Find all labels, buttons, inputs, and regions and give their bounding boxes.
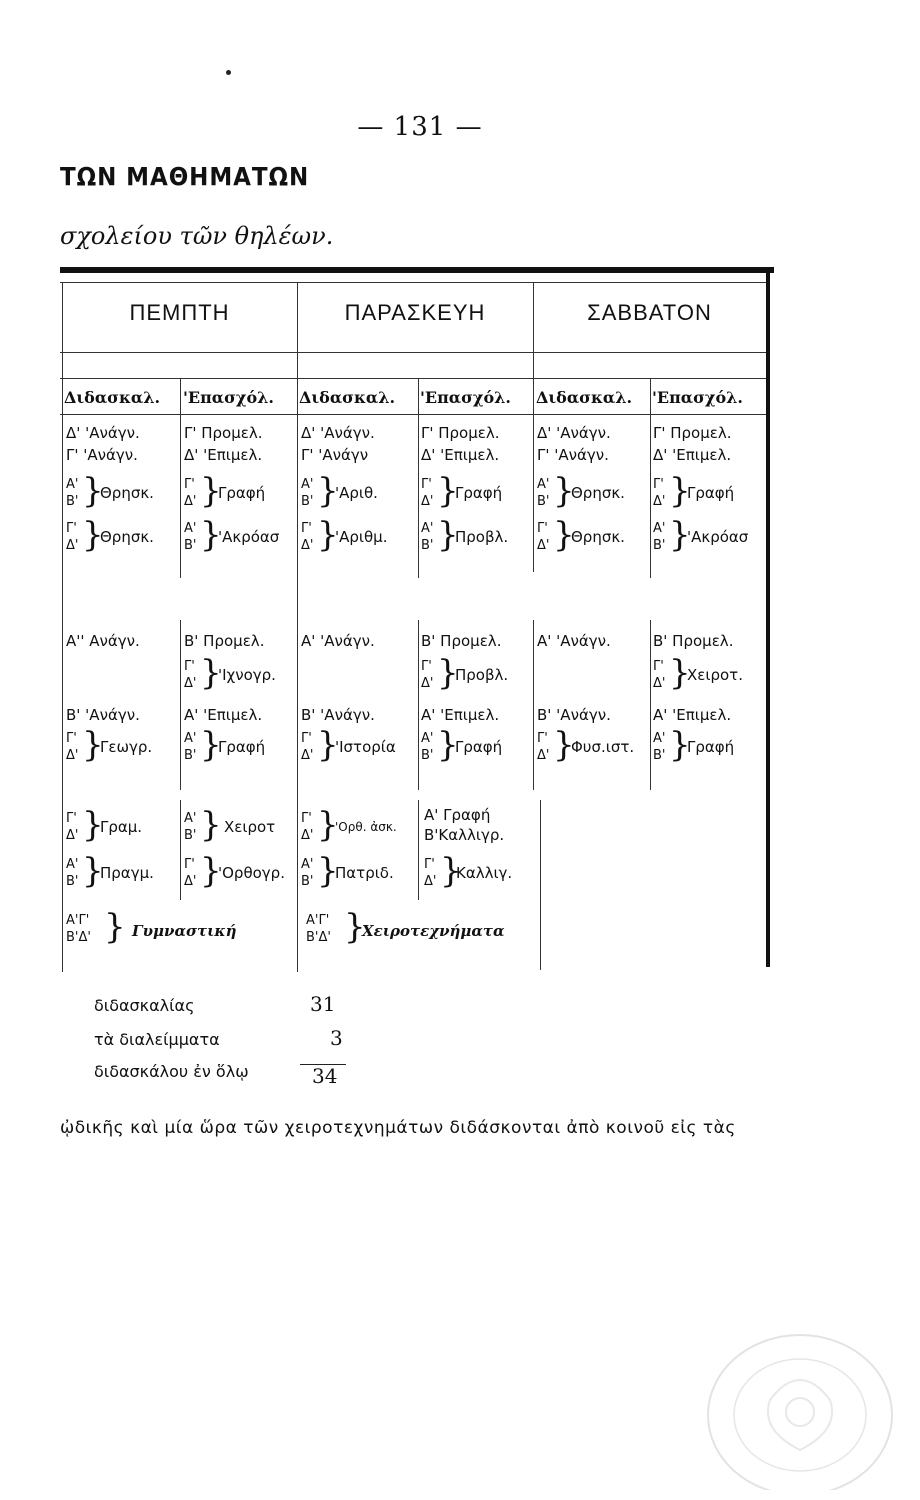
lesson-cell: Β' 'Ανάγν.	[301, 706, 375, 724]
lesson-cell: Β'Καλλιγρ.	[424, 826, 505, 844]
lesson-cell: 'Ιχνογρ.	[218, 666, 276, 684]
lesson-cell: Φυσ.ιστ.	[571, 738, 635, 756]
column-rule	[62, 282, 63, 972]
brace: }	[437, 725, 459, 765]
lesson-cell: Α' 'Επιμελ.	[184, 706, 263, 724]
lesson-cell: Γ' Προμελ.	[421, 424, 500, 442]
column-rule	[418, 620, 419, 790]
lesson-cell: Πατριδ.	[335, 864, 394, 882]
lesson-cell: Προβλ.	[455, 528, 509, 546]
day-saturday: ΣΑΒΒΑΤΟΝ	[587, 300, 712, 325]
lesson-cell: Α'' Ανάγν.	[66, 632, 140, 650]
brace: }	[669, 471, 691, 511]
grade-marker: Α' Β'	[184, 731, 197, 763]
brace: }	[553, 725, 575, 765]
grade-marker: Γ' Δ'	[184, 659, 197, 691]
lesson-cell: Δ' 'Επιμελ.	[184, 446, 263, 464]
lesson-cell: Β' 'Ανάγν.	[66, 706, 140, 724]
brace: }	[200, 653, 222, 693]
table-rule	[60, 414, 766, 415]
grade-marker: Α' Β'	[66, 477, 79, 509]
lesson-cell: Γραφή	[455, 484, 503, 502]
day-thursday: ΠΕΜΠΤΗ	[129, 300, 230, 325]
lesson-cell: Β' Προμελ.	[421, 632, 502, 650]
summary-label: διδασκάλου ἐν ὅλῳ	[94, 1062, 249, 1081]
brace: }	[82, 515, 104, 555]
column-rule	[297, 282, 298, 972]
summary-label: τὰ διαλείμματα	[94, 1030, 220, 1049]
handicraft-label: Χειροτεχνήματα	[362, 922, 505, 940]
grade-marker: Γ' Δ'	[184, 477, 197, 509]
column-rule	[650, 378, 651, 578]
table-top-rule	[60, 267, 774, 273]
grade-marker: Α'Γ' Β'Δ'	[66, 913, 91, 945]
lesson-cell: Δ' 'Ανάγν.	[537, 424, 611, 442]
table-rule	[60, 352, 766, 353]
brace: }	[669, 653, 691, 693]
brace: }	[669, 725, 691, 765]
lesson-cell: Θρησκ.	[571, 484, 625, 502]
grade-marker: Γ' Δ'	[66, 521, 79, 553]
page-number: — 131 —	[357, 112, 483, 142]
grade-marker: Γ' Δ'	[66, 731, 79, 763]
grade-marker: Α' Β'	[537, 477, 550, 509]
lesson-cell: 'Αριθμ.	[335, 528, 388, 546]
ink-dot	[226, 70, 231, 75]
grade-marker: Α' Β'	[184, 811, 197, 843]
library-stamp	[700, 1320, 900, 1490]
summary-value: 31	[310, 992, 336, 1016]
lesson-cell: Θρησκ.	[100, 528, 154, 546]
table-rule	[60, 378, 766, 379]
brace: }	[317, 515, 339, 555]
lesson-cell: Α' 'Ανάγν.	[537, 632, 611, 650]
lesson-cell: Γ' 'Ανάγν.	[537, 446, 609, 464]
grade-marker: Γ' Δ'	[66, 811, 79, 843]
grade-marker: Α' Β'	[653, 731, 666, 763]
page-heading: ΤΩΝ ΜΑΘΗΜΑΤΩΝ	[60, 162, 310, 191]
summary-value: 34	[312, 1064, 338, 1088]
grade-marker: Γ' Δ'	[537, 731, 550, 763]
lesson-cell: Α' 'Επιμελ.	[421, 706, 500, 724]
table-right-rule	[766, 267, 770, 967]
col-header: 'Επασχόλ.	[420, 388, 511, 407]
column-rule	[650, 620, 651, 790]
brace: }	[200, 725, 222, 765]
brace: }	[200, 471, 222, 511]
lesson-cell: Δ' 'Επιμελ.	[421, 446, 500, 464]
grade-marker: Γ' Δ'	[301, 811, 314, 843]
gymnastics-label: Γυμναστική	[132, 922, 237, 940]
column-rule	[533, 620, 534, 790]
brace: }	[553, 471, 575, 511]
grade-marker: Γ' Δ'	[653, 477, 666, 509]
lesson-cell: 'Ακρόασ	[687, 528, 749, 546]
grade-marker: Α' Β'	[421, 521, 434, 553]
day-friday: ΠΑΡΑΣΚΕΥΗ	[344, 300, 486, 325]
lesson-cell: Καλλιγ.	[456, 864, 513, 882]
lesson-cell: Θρησκ.	[571, 528, 625, 546]
lesson-cell: Α' Γραφή	[424, 806, 491, 824]
footer-text: ᾠδικῆς καὶ μία ὥρα τῶν χειροτεχνημάτων διδάσκονται ἀπὸ κοινοῦ εἰς τὰς	[60, 1118, 736, 1138]
column-rule	[180, 800, 181, 900]
lesson-cell: Α' 'Επιμελ.	[653, 706, 732, 724]
lesson-cell: Γεωγρ.	[100, 738, 153, 756]
summary-value: 3	[330, 1026, 343, 1050]
page-subheading: σχολείου τῶν θηλέων.	[60, 222, 334, 250]
lesson-cell: Γραφή	[218, 738, 266, 756]
lesson-cell: Γραφή	[218, 484, 266, 502]
brace: }	[344, 907, 366, 947]
brace: }	[82, 851, 104, 891]
lesson-cell: Γ' Προμελ.	[184, 424, 263, 442]
lesson-cell: 'Ορθ. ἀσκ.	[335, 820, 397, 834]
column-rule	[540, 800, 541, 970]
table-rule	[60, 282, 766, 283]
lesson-cell: Γ' 'Ανάγν.	[66, 446, 138, 464]
brace: }	[553, 515, 575, 555]
brace: }	[200, 851, 222, 891]
col-header: 'Επασχόλ.	[183, 388, 274, 407]
grade-marker: Α' Β'	[301, 857, 314, 889]
grade-marker: Γ' Δ'	[424, 857, 437, 889]
brace: }	[669, 515, 691, 555]
brace: }	[104, 907, 126, 947]
col-header: Διδασκαλ.	[64, 388, 161, 407]
brace: }	[437, 653, 459, 693]
lesson-cell: Πραγμ.	[100, 864, 154, 882]
grade-marker: Γ' Δ'	[301, 521, 314, 553]
lesson-cell: Α' 'Ανάγν.	[301, 632, 375, 650]
grade-marker: Α' Β'	[66, 857, 79, 889]
col-header: Διδασκαλ.	[299, 388, 396, 407]
grade-marker: Γ' Δ'	[421, 659, 434, 691]
lesson-cell: Γραμ.	[100, 818, 143, 836]
grade-marker: Α' Β'	[653, 521, 666, 553]
grade-marker: Γ' Δ'	[301, 731, 314, 763]
lesson-cell: 'Ορθογρ.	[218, 864, 285, 882]
brace: }	[440, 851, 462, 891]
lesson-cell: Γ' 'Ανάγν	[301, 446, 369, 464]
brace: }	[82, 805, 104, 845]
grade-marker: Γ' Δ'	[537, 521, 550, 553]
lesson-cell: Θρησκ.	[100, 484, 154, 502]
grade-marker: Α' Β'	[301, 477, 314, 509]
brace: }	[200, 515, 222, 555]
column-rule	[418, 800, 419, 900]
lesson-cell: Δ' 'Ανάγν.	[301, 424, 375, 442]
lesson-cell: Β' Προμελ.	[653, 632, 734, 650]
lesson-cell: 'Ακρόασ	[218, 528, 280, 546]
grade-marker: Α' Β'	[184, 521, 197, 553]
grade-marker: Γ' Δ'	[653, 659, 666, 691]
brace: }	[437, 515, 459, 555]
summary-label: διδασκαλίας	[94, 996, 195, 1015]
grade-marker: Γ' Δ'	[421, 477, 434, 509]
lesson-cell: Γραφή	[687, 738, 735, 756]
column-rule	[180, 620, 181, 790]
lesson-cell: Γραφή	[687, 484, 735, 502]
lesson-cell: 'Αριθ.	[335, 484, 378, 502]
col-header: Διδασκαλ.	[536, 388, 633, 407]
lesson-cell: Β' Προμελ.	[184, 632, 265, 650]
brace: }	[82, 725, 104, 765]
brace: }	[317, 805, 339, 845]
column-rule	[418, 378, 419, 578]
lesson-cell: Χειροτ	[224, 818, 276, 836]
grade-marker: Γ' Δ'	[184, 857, 197, 889]
brace: }	[317, 725, 339, 765]
lesson-cell: Β' 'Ανάγν.	[537, 706, 611, 724]
brace: }	[317, 851, 339, 891]
lesson-cell: Προβλ.	[455, 666, 509, 684]
lesson-cell: 'Ιστορία	[335, 738, 396, 756]
brace: }	[200, 805, 222, 845]
grade-marker: Α' Β'	[421, 731, 434, 763]
brace: }	[437, 471, 459, 511]
col-header: 'Επασχόλ.	[652, 388, 743, 407]
brace: }	[317, 471, 339, 511]
lesson-cell: Χειροτ.	[687, 666, 743, 684]
lesson-cell: Γραφή	[455, 738, 503, 756]
column-rule	[180, 378, 181, 578]
lesson-cell: Δ' 'Ανάγν.	[66, 424, 140, 442]
brace: }	[82, 471, 104, 511]
grade-marker: Α'Γ' Β'Δ'	[306, 913, 331, 945]
lesson-cell: Γ' Προμελ.	[653, 424, 732, 442]
lesson-cell: Δ' 'Επιμελ.	[653, 446, 732, 464]
